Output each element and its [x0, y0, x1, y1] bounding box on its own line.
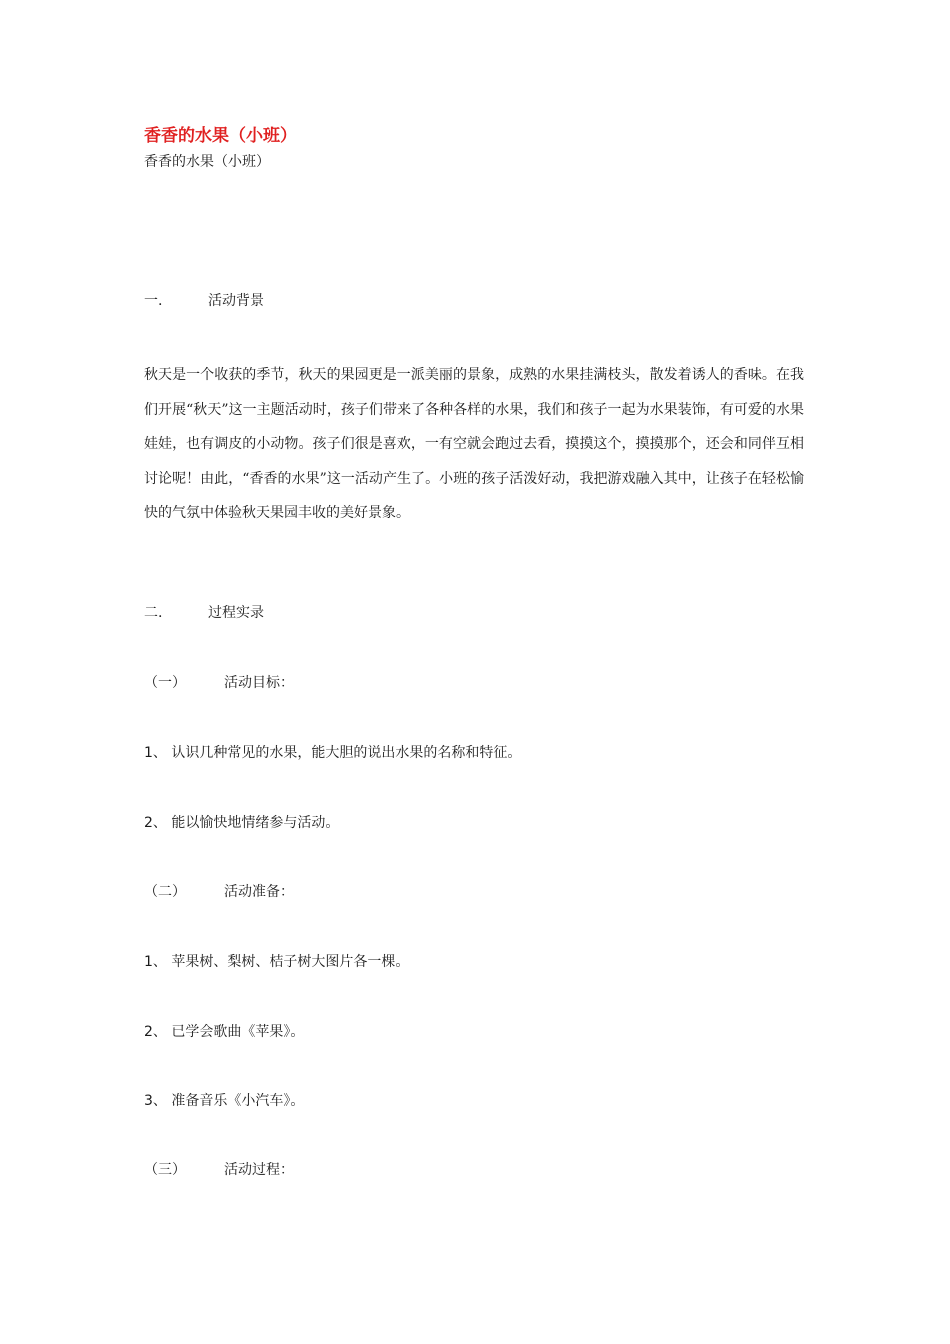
section-number: 一.: [144, 293, 163, 309]
subsection-heading-preparation: [144, 881, 294, 903]
list-item: [144, 812, 339, 834]
list-item-text: 准备音乐《小汽车》。: [171, 1093, 305, 1109]
list-item-number: 2、: [144, 1024, 167, 1040]
subsection-number: （一）: [144, 675, 186, 691]
subsection-title: 活动过程：: [224, 1162, 294, 1178]
list-item-number: 1、: [144, 954, 167, 970]
subsection-heading-process: [144, 1159, 294, 1181]
document-title: 香香的水果（小班）: [144, 126, 297, 146]
list-item-number: 3、: [144, 1093, 167, 1109]
background-paragraph: 秋天是一个收获的季节，秋天的果园更是一派美丽的景象，成熟的水果挂满枝头，散发着诱人的香味。在我们开展“秋天”这一主题活动时，孩子们带来了各种各样的水果，我们和孩子一起为水果装饰，有可爱的水果娃娃，也有调皮的小动物。孩子们很是喜欢，一有空就会跑过去看，摸摸这个，摸摸那个，还会和同伴互相讨论呢！由此，“香香的水果”这一活动产生了。小班的孩子活泼好动，我把游戏融入其中，让孩子在轻松愉快的气氛中体验秋天果园丰收的美好景象。: [144, 367, 804, 522]
list-item-text: 能以愉快地情绪参与活动。: [171, 815, 340, 831]
list-item: [144, 1021, 304, 1043]
section-title: 活动背景: [208, 293, 264, 309]
list-item: [144, 1090, 304, 1112]
section-heading-background: [144, 290, 264, 312]
list-item: [144, 742, 521, 764]
list-item-text: 认识几种常见的水果，能大胆的说出水果的名称和特征。: [171, 745, 522, 761]
subsection-title: 活动准备：: [224, 884, 294, 900]
section-heading-process: [144, 602, 264, 624]
document-subtitle: 香香的水果（小班）: [144, 154, 270, 170]
list-item-number: 2、: [144, 815, 167, 831]
list-item-text: 已学会歌曲《苹果》。: [171, 1024, 305, 1040]
section-number: 二.: [144, 605, 163, 621]
subsection-number: （二）: [144, 884, 186, 900]
list-item: [144, 951, 409, 973]
subsection-heading-goals: [144, 672, 294, 694]
list-item-text: 苹果树、梨树、桔子树大图片各一棵。: [171, 954, 410, 970]
section-title: 过程实录: [208, 605, 264, 621]
subsection-title: 活动目标：: [224, 675, 294, 691]
list-item-number: 1、: [144, 745, 167, 761]
subsection-number: （三）: [144, 1162, 186, 1178]
